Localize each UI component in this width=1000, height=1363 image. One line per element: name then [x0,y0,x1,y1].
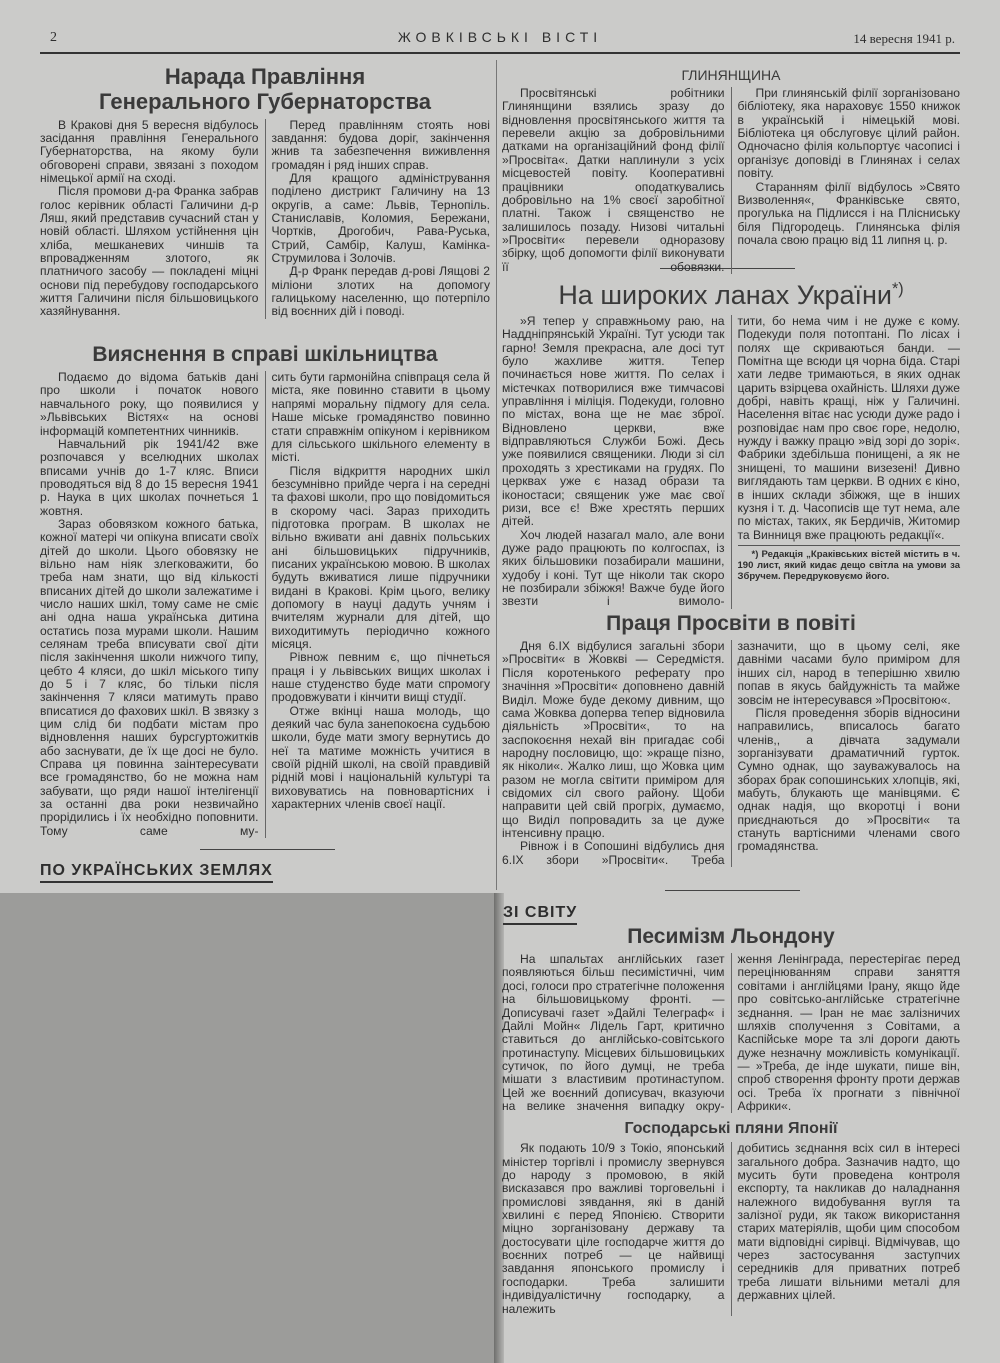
paragraph: На шпальтах англійських газет появляються більш песимістичні, чим досі, голоси про стратегічне положення на більшовицькому фронті. —Дописувачі газет »Дайлі Телеграф« і Дайлі Мойн« Лідель Гарт, критично ставиться до англійсько-совітського протинаступу. Місцевих більшовицьких сутичок, по його думці, не треба мішати з властивим протинаступом. Цей же воєнний дописувач, вказуючи на велике значення випадку окру- [502,952,725,1113]
article-hlyniany [502,67,960,274]
text-column [731,87,961,274]
paragraph: Рівнож і в Сопошині відбулись дня 6.IX збори »Просвіти«. Треба [502,839,725,867]
footnote: *) Редакція „Краківських вістей містить в ч. 190 лист, який кидає дещо світла на умови за Збручем. Передруковуємо його. [738,545,961,582]
paragraph: Зараз обовязком кожного батька, кожної матері чи опікуна вписати своїх дітей до школи. Цього обовязку не вільно нам ніяк злегковажити, бо треба нам знати, що від кількості вписаних дітей до школи залежатиме і число наших шкіл, тому саме не сміє ані одна наша українська дитина остатись поза мурами школи. Нашим селянам треба вписувати свої діти після закінчення школи нижчого типу, цебто 4 кляси, до шкіл міського типу до 5 і 7 кляс, бо тільки після закінчення 7 кляси матимуть право вписатися до фахових шкіл. В звязку з цим слід би подбати містам про відновлення наших бурсгуртожитків або заснувати, де їх ще досі не було. Справа ця повинна заінтересувати все громадянство, бо не можна нам забувати, що ряди нашої інтелігенції за останні два роки незвичайно прорідились і їх необхідно поповнити. Тому саме му- [40,516,259,838]
paragraph: Старанням філії відбулось »Свято Визволення«, Франківське свято, прогулька на Підлисся і на Плісниську біля Підгородець. Глинянська філія почала свою працю від 11 липня ц. р. [737,179,960,247]
text-column [731,640,961,867]
article-columns [502,87,960,274]
paragraph: зазначити, що в цьому селі, яке давніми часами було приміром для інших сіл, народ в теперішню хвилю попав в якусь байдужність та майже зовсім не інтересувався »Просвітою«. [737,639,960,707]
text-column [40,119,259,319]
paragraph: тити, бо нема чим і не дуже є кому. Подекуди поля потоптані. По лісах і полях ще скриваються банди. — Помітна ще всюди ця чорна біда. Старі хати ледве тримаються, в яких однак царить взірцева охайність. Шляхи дуже добрі, навіть кращі, ніж у Галичині. Населення вітає нас усюди дуже радо і розповідає нам про своє горе, недолю, нужду і важку працю »від зорі до зорі«. Фабрики здебільша понищені, а як не знищені, то машини визезені! Дивно виглядають там церкви. В одних є кіно, в інших склади збіжжя, ще в інших кузня і т. д. Часописів ще тут нема, але по містах, таких, як Бердичів, Житомир та Винниця вже працюють редакції«. [737,314,960,542]
article-narada [40,64,490,319]
article-schools [40,343,490,838]
article-columns [40,119,490,319]
header-rule [40,52,960,54]
paragraph: Як подають 10/9 з Токіо, японський міністер торгівлі і промислу звернувся до народу з промовою, в якій висказався про важливі торговельні і промислові зявдання, які в даній хвилині є перед Японією. Створити міцно зорганізовану державу та достосувати ціле господарче життя до воєнних потреб — це найвищі завдання японського промислу і господарки. Треба залишити індивідуалістичну господарку, а належить [502,1141,725,1316]
paragraph: При глинянській філії зорганізовано бібліотеку, яка нараховує 1550 книжок в українській і німецькій мові. Бібліотека ця обслуговує цілий район. Одночасно філія кольпортує часописі і організує доповіді в Глинянах і селах повіту. [737,86,960,181]
separator-rule [200,849,335,850]
article-japan [502,1120,960,1316]
paragraph: Рівнож певним є, що пічнеться праця і у львівських вищих школах і наше студенство буде мати спромогу продовжувати і кінчити вищі студії. [271,650,490,705]
paragraph: Перед правлінням стоять нові завдання: будова доріг, закінчення жнив та забезпечення виживлення громадян і ряд інших справ. [271,117,490,172]
paragraph: Дня 6.IX відбулися загальні збори »Просвіти« в Жовкві — Середмістя. Після коротенького реферату про значіння »Просвіти« доповнено давній Виділ. Може буде декому дивним, що сама Жовква доперва тепер відновила діяльність »Просвіти«, то на заспокоєння нехай він пригадає собі народну пословицю, що: »краще пізно, як ніколи«. Жалко лиш, що Жовка цим разом не могла світити приміром для свідомих сіл свого району. Щоби направити цей свій прогріх, думаємо, що Виділ попровадить за це дуже інтенсивну працю. [502,639,725,840]
article-title [502,1120,960,1138]
separator-rule [665,890,800,891]
paragraph: Просвітянські робітники Глинянщини взялись зразу до відновлення просвітянського життя та перевели акцію за добровільними датками на організаційний фонд філії »Просвіта«. Датки наплинули з усіх місцевостей повіту. Кооперативні працівники оподаткувались добровільно на 1% своєї заробітної платні. Також і священство не залишилось позаду. Низові читальні »Просвіти« перевели одноразову збірку, щоб допомогти філії виконувати її обовязки. [502,86,725,274]
paragraph: ження Ленінграда, перестерігає перед перецінюванням справи заняття совітами і англійцями Ірану, якщо йде про совітсько-англійське стратегічне зєднання. — Іран не має залізничих шляхів сполучення з Совітами, а Каспійське море та злі дороги дають дуже незначну можливість комунікації. — »Треба, де інде шукати, пише він, спроб створення фронту проти держав осі. Треба їх прогнати з північної Африки«. [737,952,960,1113]
paragraph: Для кращого адміністрування поділено дистрикт Галичину на 13 округів, а саме: Львів, Тернопіль. Станиславів, Коломия, Бережани, Чортків, Дрогобич, Рава-Руська, Стрий, Самбір, Калуш, Камінка-Струмилова і Золочів. [271,170,490,266]
article-columns [502,640,960,867]
article-columns [502,953,960,1113]
article-title [502,925,960,949]
paragraph: Після промови д-ра Франка забрав голос керівник області Галичини д-р Ляш, який представив сучасний стан у новій області. Шляхом устійнення цін хліба, мешканевих чиншів та впровадженням злотого, як платничого засобу — покладені міцні основи під перебудову господарського життя Галичини після більшовицького хазяйнування. [40,184,259,319]
section-ukrainian-lands: ПО УКРАЇНСЬКИХ ЗЕМЛЯХ [40,862,273,883]
article-columns [40,371,490,838]
text-column [502,315,725,609]
article-title [502,612,960,636]
title-line: Песимізм Льондону [627,925,835,948]
issue-date: 14 вересня 1941 р. [853,31,955,46]
article-title [502,67,960,83]
title-line: Вияснення в справі шкільництва [92,343,438,366]
title-line: На широких ланах України [558,280,892,310]
text-column [731,315,961,609]
article-london [502,925,960,1113]
text-column [502,640,725,867]
article-columns [502,1142,960,1315]
page-number: 2 [50,30,57,45]
paragraph: Д-р Франк передав д-рові Лящові 2 міліони злотих на допомогу галицькому населенню, що потерпіло від воєнних дій і поводі. [271,264,490,319]
text-column [731,953,961,1113]
title-line-wrap [502,280,960,311]
article-ukraine-fields [502,280,960,609]
text-column [502,87,725,274]
paragraph: Отже вкінці наша молодь, що деякий час була занепокоєна судьбою школи, буде мати змогу вернутись до неї та матиме можність учитися в своїй рідній школі, на своїй правдивій рідній мові і національній культурі та виховуватись на повновартісних і характерних членів своєї нації. [271,703,490,812]
text-column [502,1142,725,1315]
title-line: ГЛИНЯНЩИНА [681,67,781,83]
text-column [502,953,725,1113]
article-title [40,343,490,367]
paragraph: Після проведення зборів відносини направились, вписалось багато членів,, а дівчата задумали зорганізувати драматичний гурток. Сумно однак, що зауважувалось на зборах брак сопошинських хлопців, які, мабуть, блукають ще манівцями. Є однак надія, що вкоротці і вони приєднаються до »Просвіти« та стануть вартісними членами свого громадянства. [737,705,960,854]
section-world: ЗІ СВІТУ [503,904,577,925]
paragraph: Подаємо до відома батьків дані про школи і початок нового навчального року, що появилися у »Львівських Вістях« на основі інформацій компетентних чинників. [40,370,259,438]
title-line: Генерального Губернаторства [99,89,431,115]
footnote-mark: *) [891,280,904,298]
blank-gray-area [0,893,497,1363]
paragraph: В Кракові дня 5 вересня відбулось засідання правління Генерального Губернаторства, на якому були обговорені справи, звязані з походом німецької армії на сході. [40,117,259,185]
article-columns [502,315,960,609]
paragraph: Після відкриття народних шкіл безсумнівно прийде черга і на середні та фахові школи, про що повідомиться в скорому часі. Зараз приходить підготовка програм. В школах не вільно вживати ані давніх польських ані більшовицьких підручників, писаних українською мовою. В школах будуть вживатися лише підручники видані в Кракові. Крім цього, велику допомогу в науці дадуть учням і вчителям журнали для дітей, що виходитимуть періодично кожного місяця. [271,463,490,652]
paragraph: добитись зєднання всіх сил в інтересі загального добра. Зазначив надто, що мусить бути проведена контроля експорту, та накликав до наладнання належного видобування вугля та залізної руди, як також використання старих матеріялів, щоби цим способом мати відповідні сирівці. Відмічував, що через застосування заступчих середників для приватних потреб треба лишати вільними металі для державних цілей. [737,1141,960,1303]
article-prosvita [502,612,960,867]
article-title [502,280,960,311]
title-line: Праця Просвіти в повіті [606,612,856,635]
paragraph: »Я тепер у справжньому раю, на Наддніпрянській Україні. Тут усюди так гарно! Земля прекрасна, але досі тут було жахливе життя. Тепер починається нове життя. По селах і містечках потворилися вже тимчасові управління і міліція. Подекуди, головно по містах, вона ще не має зброї. Відновлено церкви, вже відправляються Служби Божі. Десь уже появилися священики. Люди зі сіл проходять з хрестиками на грудях. По церквах уже є назад образи та іконостаси; священик уже має свої ризи, все є! Вже хрестять перших дітей. [502,314,725,529]
text-column [265,119,491,319]
text-column [265,371,491,838]
title-line: Нарада Правління [164,64,366,89]
text-column [731,1142,961,1315]
article-title [40,64,490,115]
paragraph: Хоч людей назагал мало, але вони дуже радо працюють по колгоспах, із яких більшовики позабирали машини, худобу і коні. Тут ще ніколи так скоро не позбирали збіжжя! Важче буде його звезти і вимоло- [502,527,725,609]
paragraph: Навчальний рік 1941/42 вже розпочався у вселюдних школах вписами учнів до 1-7 кляс. Вписи проводяться від 8 до 15 вересня 1941 р. Наука в цих школах почнеться 1 жовтня. [40,436,259,518]
column-divider [496,60,497,890]
text-column [40,371,259,838]
title-line: Господарські пляни Японії [624,1120,838,1137]
newspaper-title: ЖОВКІВСЬКІ ВІСТІ [397,29,603,45]
paragraph: сить бути гармонійна співпраця села й міста, яке повинно ставити в цьому напрямі моральну підмогу для села. Наше міське громадянство повинно стати справжнім опікуном і керівником для сільського шкільного елементу в місті. [271,370,490,465]
